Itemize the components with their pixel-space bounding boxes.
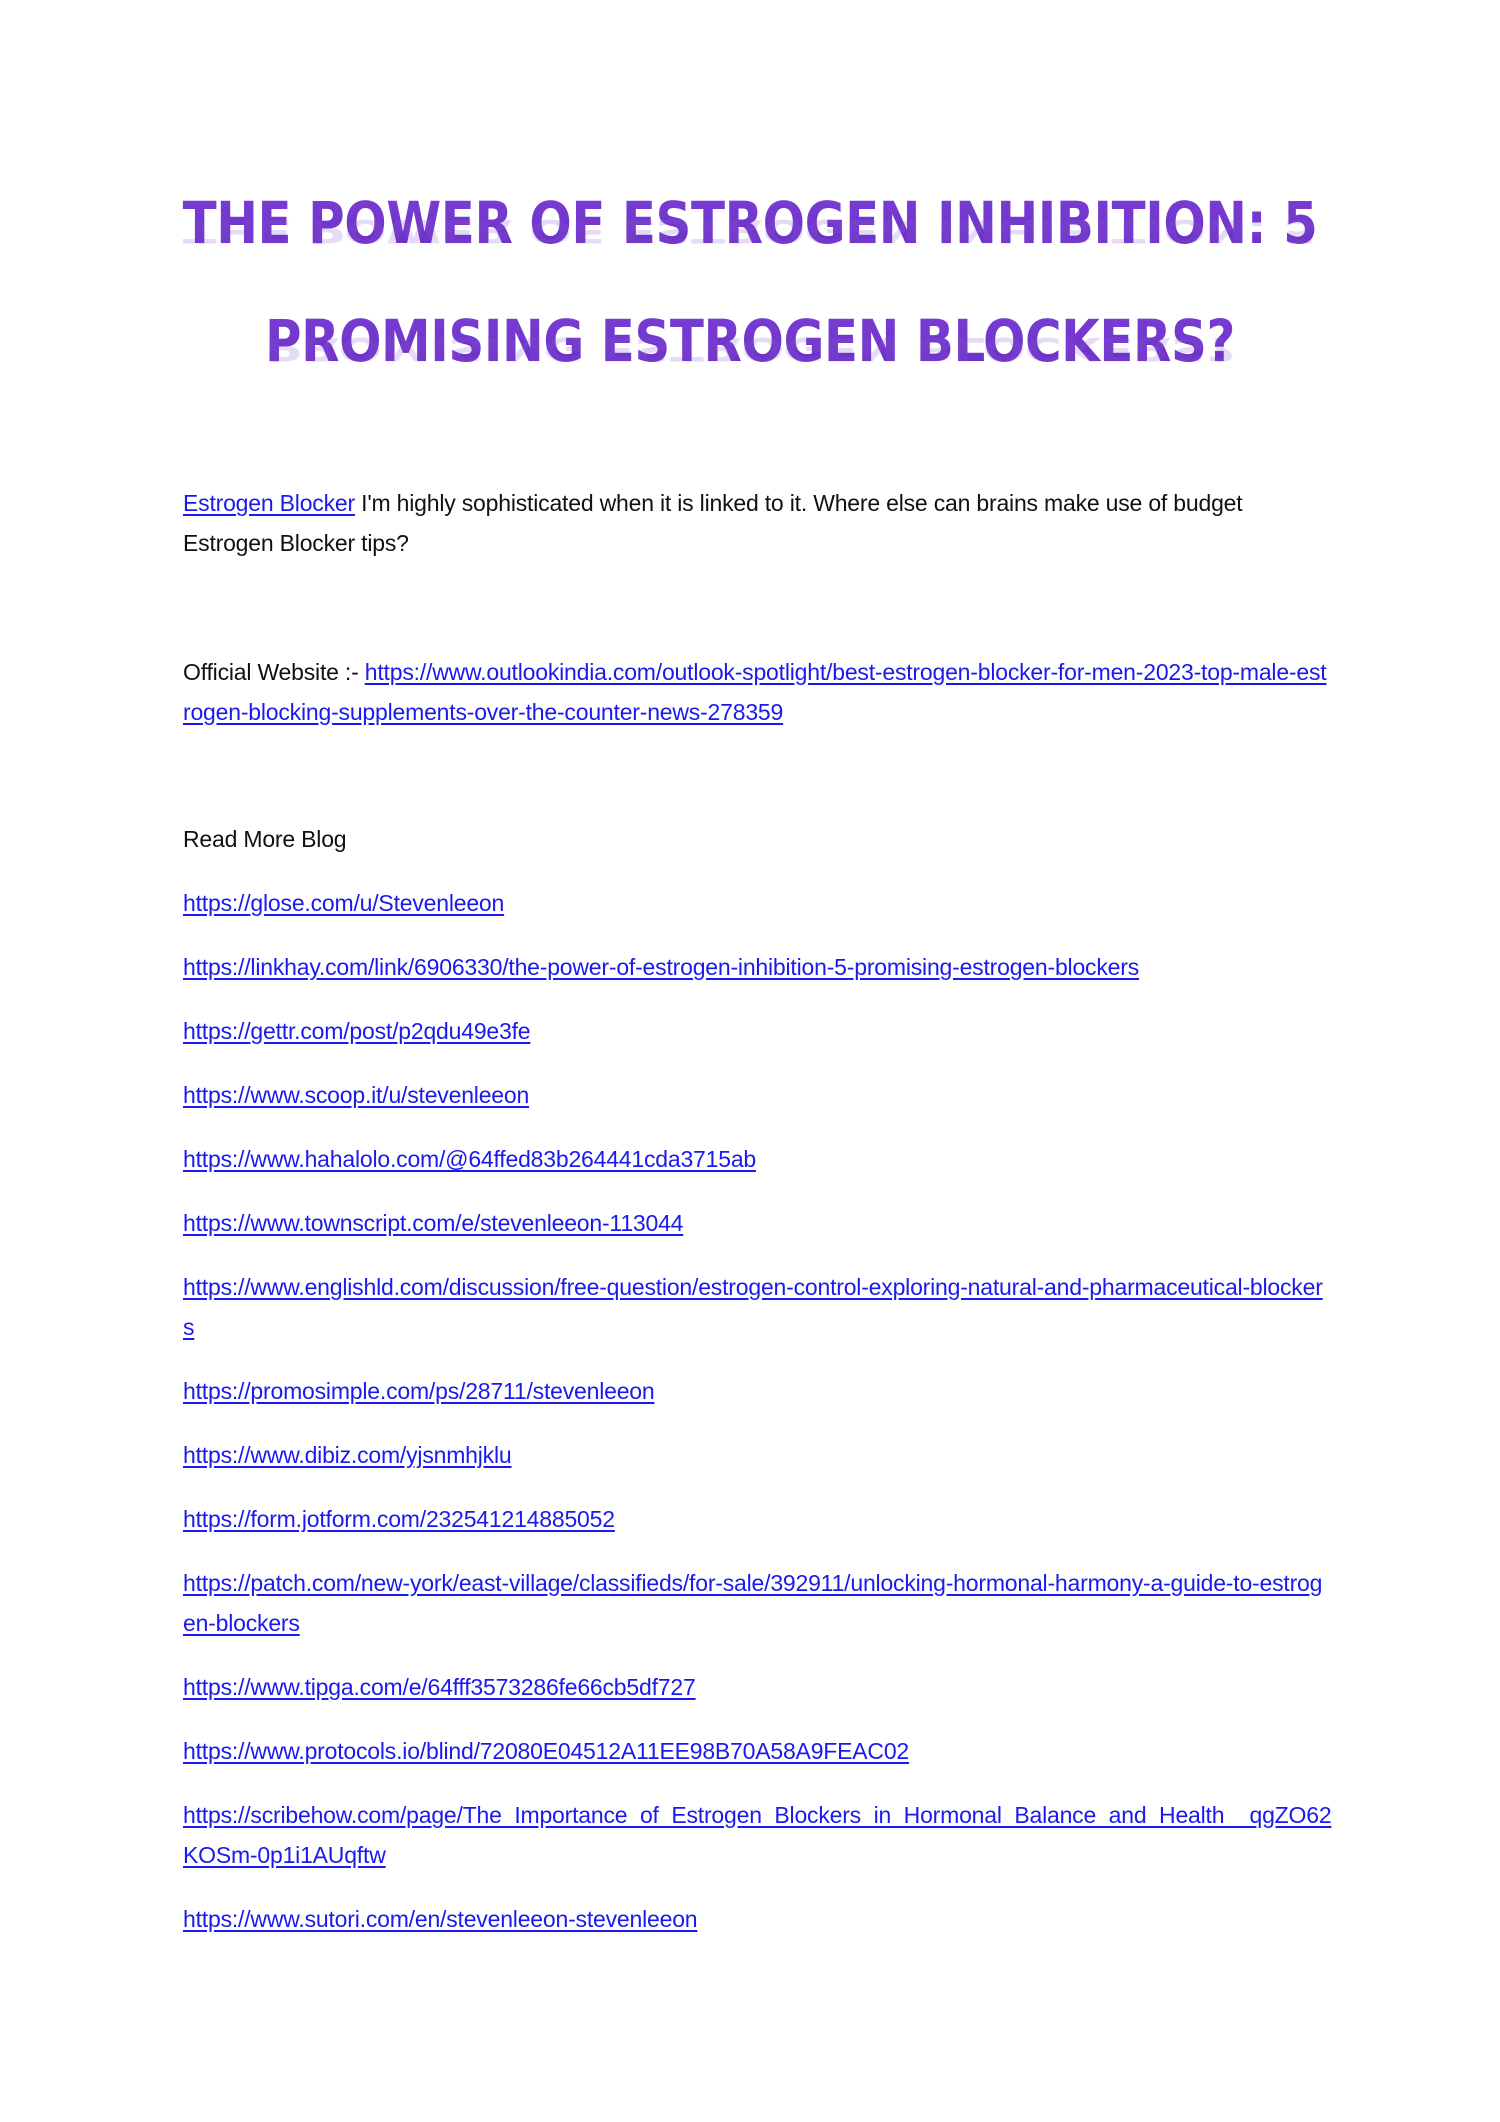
list-item bbox=[183, 1203, 1333, 1243]
blog-link-dibiz[interactable]: https://www.dibiz.com/yjsnmhjklu bbox=[183, 1442, 512, 1468]
list-item bbox=[183, 1075, 1333, 1115]
title-line-1-reflection: THE POWER OF ESTROGEN INHIBITION: 5 bbox=[182, 212, 1318, 250]
list-item bbox=[183, 1011, 1333, 1051]
official-website-link[interactable]: https://www.outlookindia.com/outlook-spotlight/best-estrogen-blocker-for-men-2023-top-male-estrogen-blocking-supplements-over-the-counter-news-278359 bbox=[183, 659, 1327, 725]
blog-link-gettr[interactable]: https://gettr.com/post/p2qdu49e3fe bbox=[183, 1018, 531, 1044]
title-line-2-reflection: PROMISING ESTROGEN BLOCKERS? bbox=[264, 330, 1236, 368]
list-item bbox=[183, 1371, 1333, 1411]
list-item bbox=[183, 1795, 1333, 1875]
list-item bbox=[183, 1139, 1333, 1179]
list-item bbox=[183, 1267, 1333, 1347]
blog-link-englishld[interactable]: https://www.englishld.com/discussion/free-question/estrogen-control-exploring-natural-and-pharmaceutical-blockers bbox=[183, 1274, 1323, 1340]
list-item bbox=[183, 883, 1333, 923]
blog-link-linkhay[interactable]: https://linkhay.com/link/6906330/the-power-of-estrogen-inhibition-5-promising-estrogen-blockers bbox=[183, 954, 1139, 980]
blog-link-tipga[interactable]: https://www.tipga.com/e/64fff3573286fe66cb5df727 bbox=[183, 1674, 696, 1700]
blog-link-jotform[interactable]: https://form.jotform.com/232541214885052 bbox=[183, 1506, 615, 1532]
blog-link-protocols[interactable]: https://www.protocols.io/blind/72080E04512A11EE98B70A58A9FEAC02 bbox=[183, 1738, 910, 1764]
blog-link-scoop[interactable]: https://www.scoop.it/u/stevenleeon bbox=[183, 1082, 530, 1108]
blog-link-promosimple[interactable]: https://promosimple.com/ps/28711/stevenleeon bbox=[183, 1378, 655, 1404]
list-item bbox=[183, 1667, 1333, 1707]
blog-link-hahalolo[interactable]: https://www.hahalolo.com/@64ffed83b264441cda3715ab bbox=[183, 1146, 757, 1172]
title-line-2 bbox=[105, 306, 1395, 424]
read-more-heading: Read More Blog bbox=[183, 826, 347, 852]
blog-link-glose[interactable]: https://glose.com/u/Stevenleeon bbox=[183, 890, 505, 916]
list-item bbox=[183, 1731, 1333, 1771]
blog-link-scribehow[interactable]: https://scribehow.com/page/The_Importance_of_Estrogen_Blockers_in_Hormonal_Balance_and_Health__qgZO62KOSm-0p1i1AUqftw bbox=[183, 1802, 1332, 1868]
list-item bbox=[183, 1435, 1333, 1475]
intro-paragraph bbox=[183, 483, 1333, 563]
blog-link-patch[interactable]: https://patch.com/new-york/east-village/classifieds/for-sale/392911/unlocking-hormonal-harmony-a-guide-to-estrogen-blockers bbox=[183, 1570, 1323, 1636]
blog-link-sutori[interactable]: https://www.sutori.com/en/stevenleeon-stevenleeon bbox=[183, 1906, 698, 1932]
estrogen-blocker-link[interactable]: Estrogen Blocker bbox=[183, 490, 355, 516]
official-website-paragraph bbox=[183, 652, 1333, 732]
blog-links-list bbox=[183, 883, 1333, 1963]
document-title bbox=[0, 188, 1500, 424]
title-line-1 bbox=[105, 188, 1395, 306]
title-line-1-text: THE POWER OF ESTROGEN INHIBITION: 5 bbox=[182, 189, 1318, 257]
list-item bbox=[183, 947, 1333, 987]
intro-text: I'm highly sophisticated when it is linked to it. Where else can brains make use of budget Estrogen Blocker tips? bbox=[183, 490, 1243, 556]
list-item bbox=[183, 1563, 1333, 1643]
title-line-2-text: PROMISING ESTROGEN BLOCKERS? bbox=[264, 307, 1236, 375]
official-website-label: Official Website :- bbox=[183, 659, 365, 685]
list-item bbox=[183, 1899, 1333, 1939]
list-item bbox=[183, 1499, 1333, 1539]
blog-link-townscript[interactable]: https://www.townscript.com/e/stevenleeon-113044 bbox=[183, 1210, 684, 1236]
